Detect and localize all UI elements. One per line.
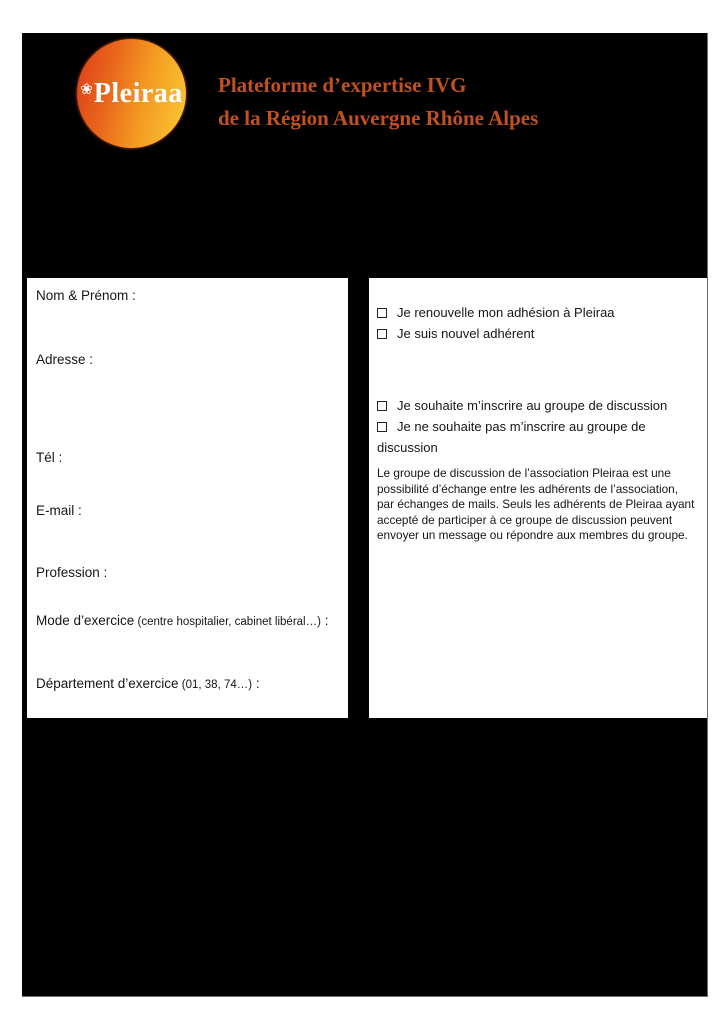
field-tel	[36, 450, 62, 465]
option-label: Je souhaite m’inscrire au groupe de discussion	[397, 398, 668, 413]
logo-wordmark: Pleiraa	[93, 77, 183, 109]
field-suffix: :	[320, 613, 329, 628]
identity-form-panel	[27, 278, 348, 718]
field-adresse	[36, 352, 93, 367]
option-label: Je suis nouvel adhérent	[397, 326, 535, 341]
option-pas-inscription-groupe[interactable]	[377, 416, 699, 458]
field-label: Département d’exercice	[36, 676, 179, 691]
discussion-group-note: Le groupe de discussion de l’association Pleiraa est une possibilité d’échange entre les adhérents de l’association, par échanges de mails. Seuls les adhérents de Pleiraa ayant accepté de participer à ce groupe de discussion peuvent envoyer un message ou répondre aux membres du groupe.	[377, 466, 695, 543]
field-label: Adresse :	[36, 352, 94, 367]
field-label: Mode d’exercice	[36, 613, 135, 628]
pleiraa-logo	[77, 39, 186, 148]
checkbox-icon[interactable]	[377, 329, 387, 339]
field-profession	[36, 565, 107, 580]
field-hint: (01, 38, 74…)	[178, 679, 253, 691]
option-label: Je ne souhaite pas m’inscrire au groupe de discussion	[377, 419, 646, 455]
document-background	[22, 33, 708, 997]
checkbox-icon[interactable]	[377, 422, 387, 432]
field-label: Nom & Prénom :	[36, 288, 136, 303]
field-suffix: :	[252, 676, 260, 691]
field-label: Tél :	[36, 450, 63, 465]
option-label: Je renouvelle mon adhésion à Pleiraa	[397, 305, 615, 320]
field-hint: (centre hospitalier, cabinet libéral…)	[134, 616, 321, 628]
checkbox-icon[interactable]	[377, 308, 387, 318]
field-nom-prenom	[36, 288, 136, 303]
option-renouvelle-adhesion[interactable]	[377, 302, 699, 323]
title-line-1: Plateforme d’expertise IVG	[218, 73, 467, 97]
field-label: E-mail :	[36, 503, 82, 518]
checkbox-icon[interactable]	[377, 401, 387, 411]
membership-panel	[369, 278, 707, 718]
title-line-2: de la Région Auvergne Rhône Alpes	[218, 106, 539, 130]
flower-icon: ❀	[80, 79, 93, 98]
field-label: Profession :	[36, 565, 108, 580]
option-inscription-groupe[interactable]	[377, 395, 699, 416]
field-mode-exercice	[36, 613, 328, 628]
option-nouvel-adherent[interactable]	[377, 323, 699, 344]
field-email	[36, 503, 82, 518]
field-departement-exercice	[36, 676, 260, 691]
document-title	[218, 69, 538, 135]
